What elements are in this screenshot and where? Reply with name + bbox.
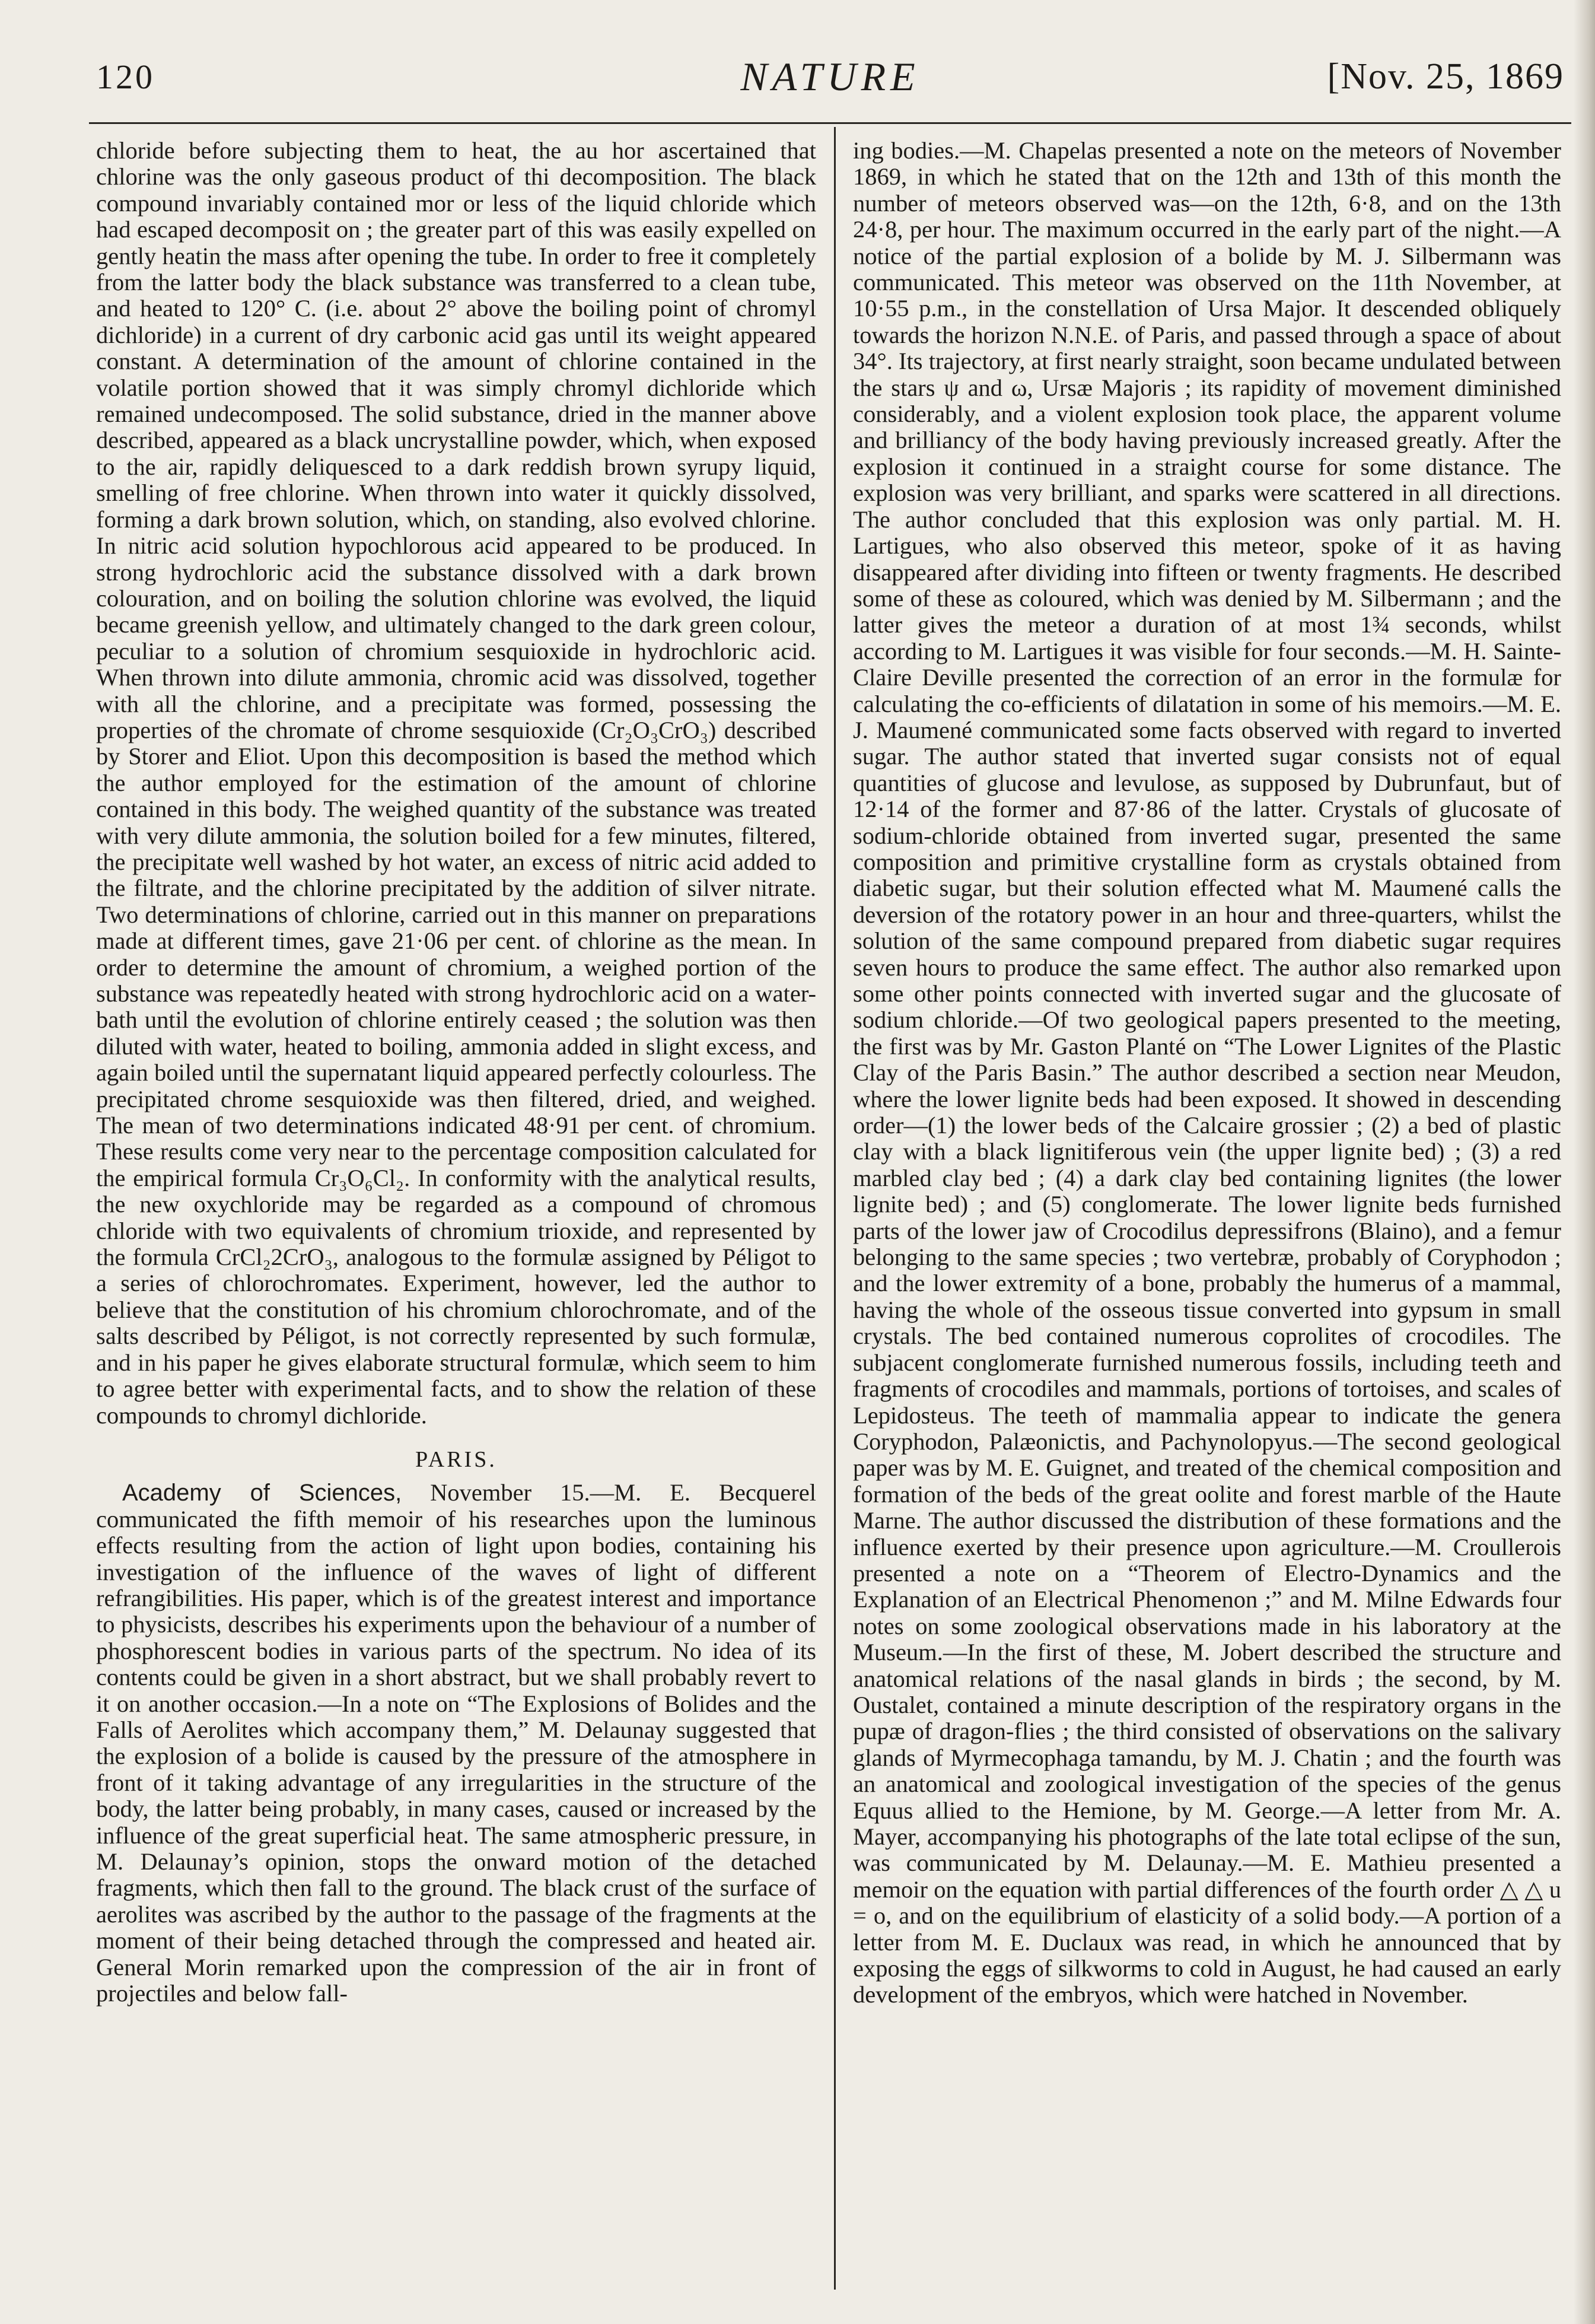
left-column [96, 138, 816, 2007]
issue-date: [Nov. 25, 1869 [1327, 56, 1564, 97]
header-rule [89, 122, 1571, 124]
academy-paragraph [96, 1480, 816, 2007]
section-heading-paris: PARIS. [415, 1446, 497, 1472]
academy-label: Academy of Sciences, [122, 1480, 402, 1506]
column-divider [834, 127, 836, 2290]
meteors-paragraph: ing bodies.—M. Chapelas presented a note on the meteors of November 1869, in which he stated that on the 12th and 13th of this month the number of meteors observed was—on the 12th, 6·8, and on the 13th 24·8, per hour. The maximum occurred in the early part of the night.—A notice of the partial explosion of a bolide by M. J. Silbermann was communicated. This meteor was observed on the 11th November, at 10·55 p.m., in the constellation of Ursa Major. It descended obliquely towards the horizon N.N.E. of Paris, and passed through a space of about 34°. Its trajectory, at first nearly straight, soon became undulated between the stars ψ and ω, Ursæ Majoris ; its rapidity of movement diminished considerably, and a violent explosion took place, the apparent volume and brilliancy of the body having previously increased greatly. After the explosion it continued in a straight course for some distance. The explosion was very brilliant, and sparks were scattered in all directions. The author concluded that this explosion was only partial. M. H. Lartigues, who also observed this meteor, spoke of it as having disappeared after dividing into fifteen or twenty fragments. He described some of these as coloured, which was denied by M. Silbermann ; and the latter gives the meteor a duration of at most 1¾ seconds, whilst according to M. Lartigues it was visible for four seconds.—M. H. Sainte-Claire Deville presented the correction of an error in the formulæ for calculating the co-efficients of dilatation in some of his memoirs.—M. E. J. Maumené communicated some facts observed with regard to inverted sugar. The author stated that inverted sugar consists not of equal quantities of glucose and levulose, as supposed by Dubrunfaut, but of 12·14 of the former and 87·86 of the latter. Crystals of glucosate of sodium-chloride obtained from inverted sugar, presented the same composition and primitive crystalline form as crystals obtained from diabetic sugar, but their solution effected what M. Maumené calls the deversion of the rotatory power in an hour and three-quarters, whilst the solution of the same compound prepared from diabetic sugar requires seven hours to produce the same effect. The author also remarked upon some other points connected with inverted sugar and the glucosate of sodium chloride.—Of two geological papers presented to the meeting, the first was by Mr. Gaston Planté on “The Lower Lignites of the Plastic Clay of the Paris Basin.” The author described a section near Meudon, where the lower lignite beds had been exposed. It showed in descending order—(1) the lower beds of the Calcaire grossier ; (2) a bed of plastic clay with a black lignitiferous vein (the upper lignite bed) ; (3) a red marbled clay bed ; (4) a dark clay bed containing lignites (the lower lignite bed) ; and (5) conglomerate. The lower lignite beds furnished parts of the lower jaw of Crocodilus depressifrons (Blaino), and a femur belonging to the same species ; two vertebræ, probably of Coryphodon ; and the lower extremity of a bone, probably the humerus of a mammal, having the whole of the osseous tissue converted into gypsum in small crystals. The bed contained numerous coprolites of crocodiles. The subjacent conglomerate furnished numerous fossils, including teeth and fragments of crocodiles and mammals, portions of tortoises, and scales of Lepidosteus. The teeth of mammalia appear to indicate the genera Coryphodon, Palæonictis, and Pachynolopyus.—The second geological paper was by M. E. Guignet, and treated of the chemical composition and formation of the beds of the great oolite and forest marble of the Haute Marne. The author discussed the distribution of these formations and the influence exerted by their presence upon agriculture.—M. Croullerois presented a note on a “Theorem of Electro-Dynamics and the Explanation of an Electrical Phenomenon ;” and M. Milne Edwards four notes on some zoological observations made in his laboratory at the Museum.—In the first of these, M. Jobert described the structure and anatomical relations of the nasal glands in birds ; the second, by M. Oustalet, contained a minute description of the respiratory organs in the pupæ of dragon-flies ; the third consisted of observations on the salivary glands of Myrmecophaga tamandu, by M. J. Chatin ; and the fourth was an anatomical and zoological investigation of the species of the genus Equus allied to the Hemione, by M. George.—A letter from Mr. A. Mayer, accompanying his photographs of the late total eclipse of the sun, was communicated by M. Delaunay.—M. E. Mathieu presented a memoir on the equation with partial differences of the fourth order △ △ u = o, and on the equilibrium of elasticity of a solid body.—A portion of a letter from M. E. Duclaux was read, in which he announced that by exposing the eggs of silkworms to cold in August, he had caused an early development of the embryos, which were hatched in November. [853, 137, 1561, 2008]
page-header [89, 52, 1571, 106]
chromium-chloride-paragraph: chloride before subjecting them to heat, the au hor ascertained that chlorine was the only gaseous product of thi decomposition. The black compound invariably contained mor or less of the liquid chloride which had escaped decomposit on ; the greater part of this was easily expelled on gently heatin the mass after opening the tube. In order to free it completely from the latter body the black substance was transferred to a clean tube, and heated to 120° C. (i.e. about 2° above the boiling point of chromyl dichloride) in a current of dry carbonic acid gas until its weight appeared constant. A determination of the amount of chlorine contained in the volatile portion showed that it was simply chromyl dichloride which remained undecomposed. The solid substance, dried in the manner above described, appeared as a black uncrystalline powder, which, when exposed to the air, rapidly deliquesced to a dark reddish brown syrupy liquid, smelling of free chlorine. When thrown into water it quickly dissolved, forming a dark brown solution, which, on standing, also evolved chlorine. In nitric acid solution hypochlorous acid appeared to be produced. In strong hydrochloric acid the substance dissolved with a dark brown colouration, and on boiling the solution chlorine was evolved, the liquid became greenish yellow, and ultimately changed to the dark green colour, peculiar to a solution of chromium sesquioxide in hydrochloric acid. When thrown into dilute ammonia, chromic acid was dissolved, together with all the chlorine, and a precipitate was formed, possessing the properties of the chromate of chrome sesquioxide (Cr₂O₃CrO₃) described by Storer and Eliot. Upon this decomposition is based the method which the author employed for the estimation of the amount of chlorine contained in this body. The weighed quantity of the substance was treated with very dilute ammonia, the solution boiled for a few minutes, filtered, the precipitate well washed by hot water, an excess of nitric acid added to the filtrate, and the chlorine precipitated by the addition of silver nitrate. Two determinations of chlorine, carried out in this manner on preparations made at different times, gave 21·06 per cent. of chlorine as the mean. In order to determine the amount of chromium, a weighed portion of the substance was repeatedly heated with strong hydrochloric acid on a water-bath until the evolution of chlorine entirely ceased ; the solution was then diluted with water, heated to boiling, ammonia added in slight excess, and again boiled until the supernatant liquid appeared perfectly colourless. The precipitated chrome sesquioxide was then filtered, dried, and weighed. The mean of two determinations indicated 48·91 per cent. of chromium. These results come very near to the percentage composition calculated for the empirical formula Cr₃O₆Cl₂. In conformity with the analytical results, the new oxychloride may be regarded as a compound of chromous chloride with two equivalents of chromium trioxide, and represented by the formula CrCl₂2CrO₃, analogous to the formulæ assigned by Péligot to a series of chlorochromates. Experiment, however, led the author to believe that the constitution of his chromium chlorochromate, and of the salts described by Péligot, is not correctly represented by such formulæ, and in his paper he gives elaborate structural formulæ, which seem to him to agree better with experimental facts, and to show the relation of these compounds to chromyl dichloride. [96, 137, 816, 1429]
page-number: 120 [96, 58, 155, 96]
right-column [853, 138, 1561, 2008]
page-edge-shadow [1574, 0, 1595, 2324]
journal-title: NATURE [740, 54, 920, 99]
academy-text: November 15.—M. E. Becquerel communicated the fifth memoir of his researches upon the luminous effects resulting from the action of light upon bodies, containing his investigation of the influence of the waves of light of different refrangibilities. His paper, which is of the greatest interest and importance to physicists, describes his experiments upon the behaviour of a number of phosphorescent bodies in various parts of the spectrum. No idea of its contents could be given in a short abstract, but we shall probably revert to it on another occasion.—In a note on “The Explosions of Bolides and the Falls of Aerolites which accompany them,” M. Delaunay suggested that the explosion of a bolide is caused by the pressure of the atmosphere in front of it taking advantage of any irregularities in the structure of the body, the latter being probably, in many cases, caused or increased by the influence of the great superficial heat. The same atmospheric pressure, in M. Delaunay’s opinion, stops the onward motion of the detached fragments, which then fall to the ground. The black crust of the surface of aerolites was ascribed by the author to the passage of the fragments at the moment of their being detached through the compressed and heated air. General Morin remarked upon the compression of the air in front of projectiles and below fall- [96, 1479, 816, 2007]
